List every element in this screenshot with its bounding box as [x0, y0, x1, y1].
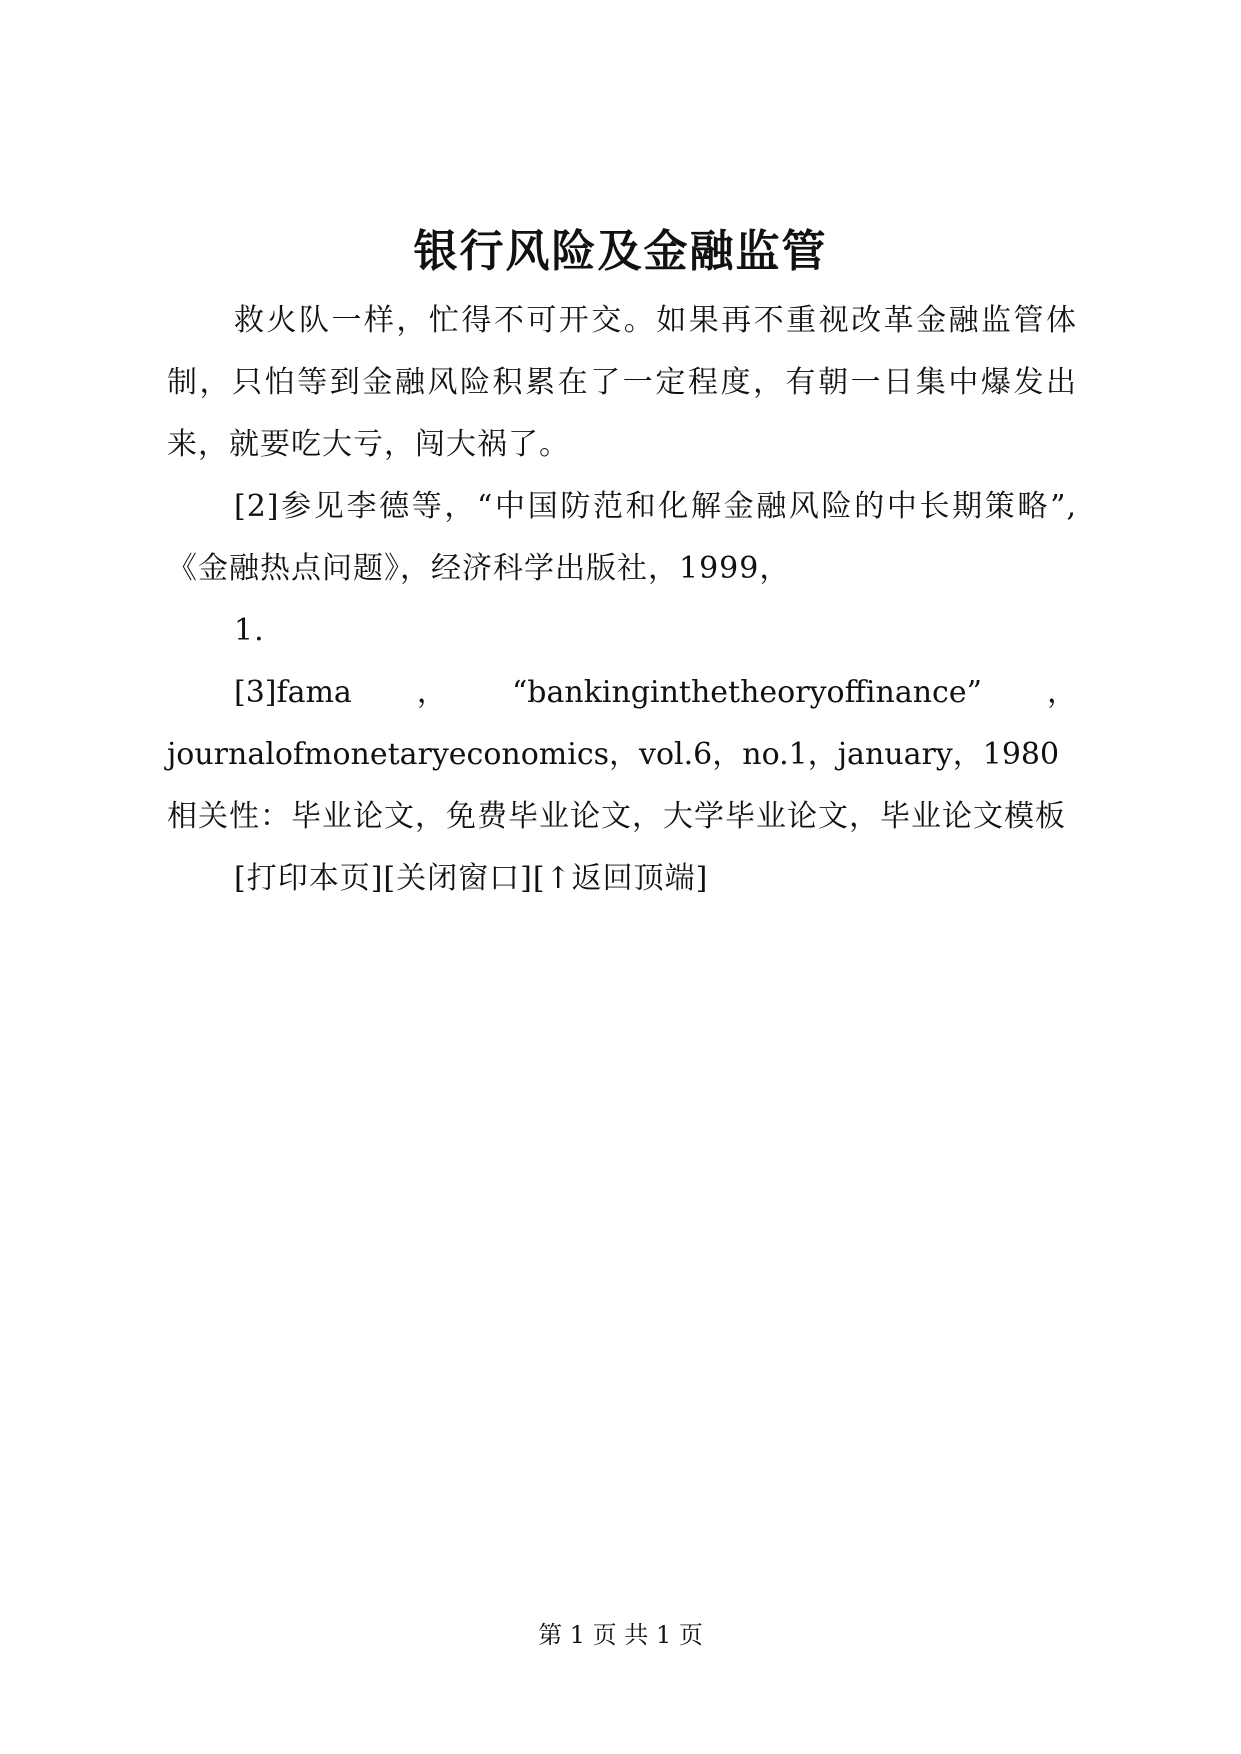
page-nav-links	[167, 848, 1077, 910]
reference-2: [2]参见李德等，“中国防范和化解金融风险的中长期策略”,《金融热点问题》，经济科学出版社，1999，	[167, 489, 1077, 586]
document-title: 银行风险及金融监管	[413, 226, 828, 277]
related-keywords: 相关性：毕业论文，免费毕业论文，大学毕业论文，毕业论文模板	[167, 799, 1066, 834]
reference-3-author: [3]fama	[234, 675, 352, 710]
reference-2-page: 1.	[234, 613, 265, 648]
print-page-link[interactable]: [打印本页]	[234, 861, 384, 896]
page-footer: 第 1 页 共 1 页	[538, 1621, 703, 1649]
reference-3-line1	[167, 662, 1077, 724]
reference-3-comma-1: ，	[416, 675, 447, 710]
close-window-link[interactable]: [关闭窗口]	[383, 861, 533, 896]
reference-3-comma-2: ，	[1046, 675, 1077, 710]
paragraph-1: 救火队一样，忙得不可开交。如果再不重视改革金融监管体制，只怕等到金融风险积累在了一定程度，有朝一日集中爆发出来，就要吃大亏，闯大祸了。	[167, 303, 1077, 462]
reference-3	[167, 662, 1077, 786]
document-body	[167, 290, 1077, 910]
reference-3-line2: journalofmonetaryeconomics，vol.6，no.1，january，1980	[167, 737, 1060, 772]
back-to-top-link[interactable]: [↑返回顶端]	[532, 861, 709, 896]
reference-3-title: “bankinginthetheoryoffinance”	[511, 675, 982, 710]
